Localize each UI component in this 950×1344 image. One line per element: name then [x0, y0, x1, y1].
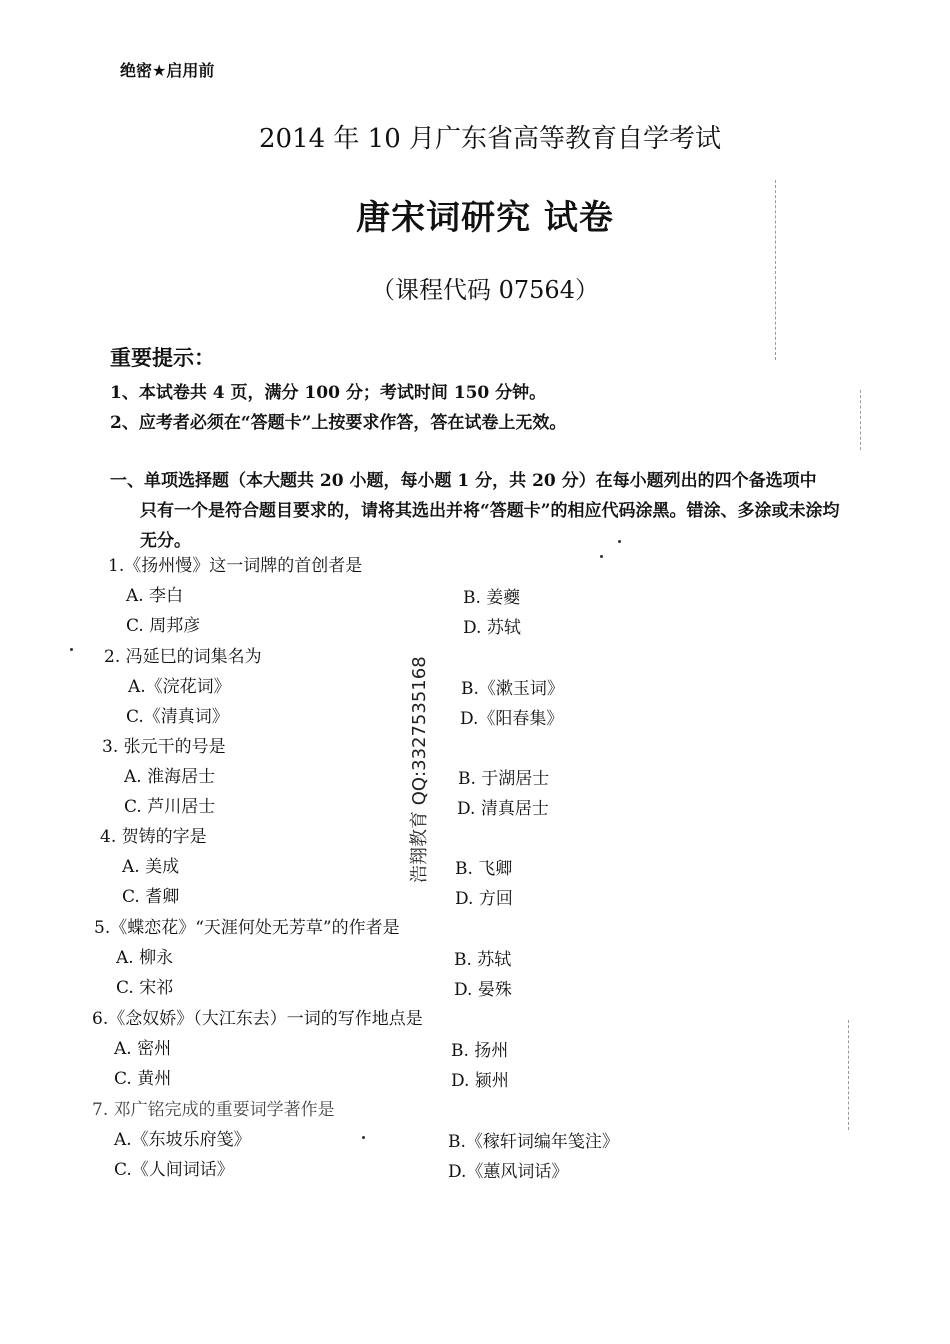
option-d: D.《阳春集》 — [460, 709, 564, 729]
question-stem: 5.《蝶恋花》“天涯何处无芳草”的作者是 — [94, 918, 400, 938]
option-a: A. 美成 — [122, 857, 180, 877]
option-b: B. 扬州 — [451, 1041, 509, 1061]
option-d: D. 方回 — [455, 889, 513, 909]
scan-speck — [600, 555, 603, 558]
option-d: D. 晏殊 — [454, 980, 512, 1000]
section-heading: 一、单项选择题（本大题共 20 小题，每小题 1 分，共 20 分）在每小题列出的四个备选项中 — [110, 471, 817, 491]
option-c: C. 耆卿 — [122, 887, 180, 907]
question-stem: 3. 张元干的号是 — [102, 737, 226, 757]
question-stem: 1.《扬州慢》这一词牌的首创者是 — [108, 556, 363, 576]
option-b: B.《稼轩词编年笺注》 — [448, 1132, 619, 1152]
option-b: B. 姜夔 — [463, 588, 521, 608]
option-a: A. 密州 — [114, 1039, 172, 1059]
option-a: A. 李白 — [126, 586, 184, 606]
option-c: C. 黄州 — [114, 1069, 172, 1089]
scan-mark — [848, 1020, 849, 1130]
option-d: D. 颍州 — [451, 1071, 509, 1091]
option-a: A. 淮海居士 — [124, 767, 216, 787]
course-code: （课程代码 07564） — [371, 276, 599, 304]
option-c: C. 芦川居士 — [124, 797, 216, 817]
option-a: A.《东坡乐府笺》 — [114, 1130, 251, 1150]
exam-name: 2014 年 10 月广东省高等教育自学考试 — [258, 124, 722, 154]
question-stem: 6.《念奴娇》（大江东去）一词的写作地点是 — [92, 1009, 423, 1029]
notice-item: 1、本试卷共 4 页，满分 100 分；考试时间 150 分钟。 — [110, 383, 547, 403]
watermark: 浩翔教育 QQ:3327535168 — [409, 656, 430, 883]
option-c: C. 周邦彦 — [126, 616, 201, 636]
option-d: D. 苏轼 — [463, 618, 521, 638]
page-title: 唐宋词研究 试卷 — [356, 198, 614, 238]
option-b: B. 苏轼 — [454, 950, 512, 970]
option-b: B. 于湖居士 — [458, 769, 550, 789]
section-instructions — [110, 466, 855, 556]
option-b: B.《漱玉词》 — [461, 679, 564, 699]
option-a: A. 柳永 — [116, 948, 174, 968]
scan-speck — [618, 540, 621, 543]
scan-mark — [860, 390, 861, 450]
notice-item: 2、应考者必须在“答题卡”上按要求作答，答在试卷上无效。 — [110, 413, 567, 433]
section-body: 只有一个是符合题目要求的，请将其选出并将“答题卡”的相应代码涂黑。错涂、多涂或未涂均无分。 — [140, 501, 840, 551]
scan-speck — [362, 1136, 365, 1139]
scan-speck — [70, 648, 73, 651]
option-c: C. 宋祁 — [116, 978, 174, 998]
option-b: B. 飞卿 — [455, 859, 513, 879]
option-c: C.《人间词话》 — [114, 1160, 234, 1180]
question-stem: 2. 冯延巳的词集名为 — [104, 647, 262, 667]
question-stem: 4. 贺铸的字是 — [100, 827, 207, 847]
option-d: D.《蕙风词话》 — [448, 1162, 569, 1182]
option-a: A.《浣花词》 — [128, 677, 231, 697]
option-d: D. 清真居士 — [457, 799, 549, 819]
question-stem: 7. 邓广铭完成的重要词学著作是 — [92, 1100, 335, 1120]
scan-mark — [775, 180, 776, 360]
option-c: C.《清真词》 — [126, 707, 229, 727]
notice-heading: 重要提示： — [110, 346, 215, 370]
confidential-label: 绝密★启用前 — [120, 61, 215, 80]
